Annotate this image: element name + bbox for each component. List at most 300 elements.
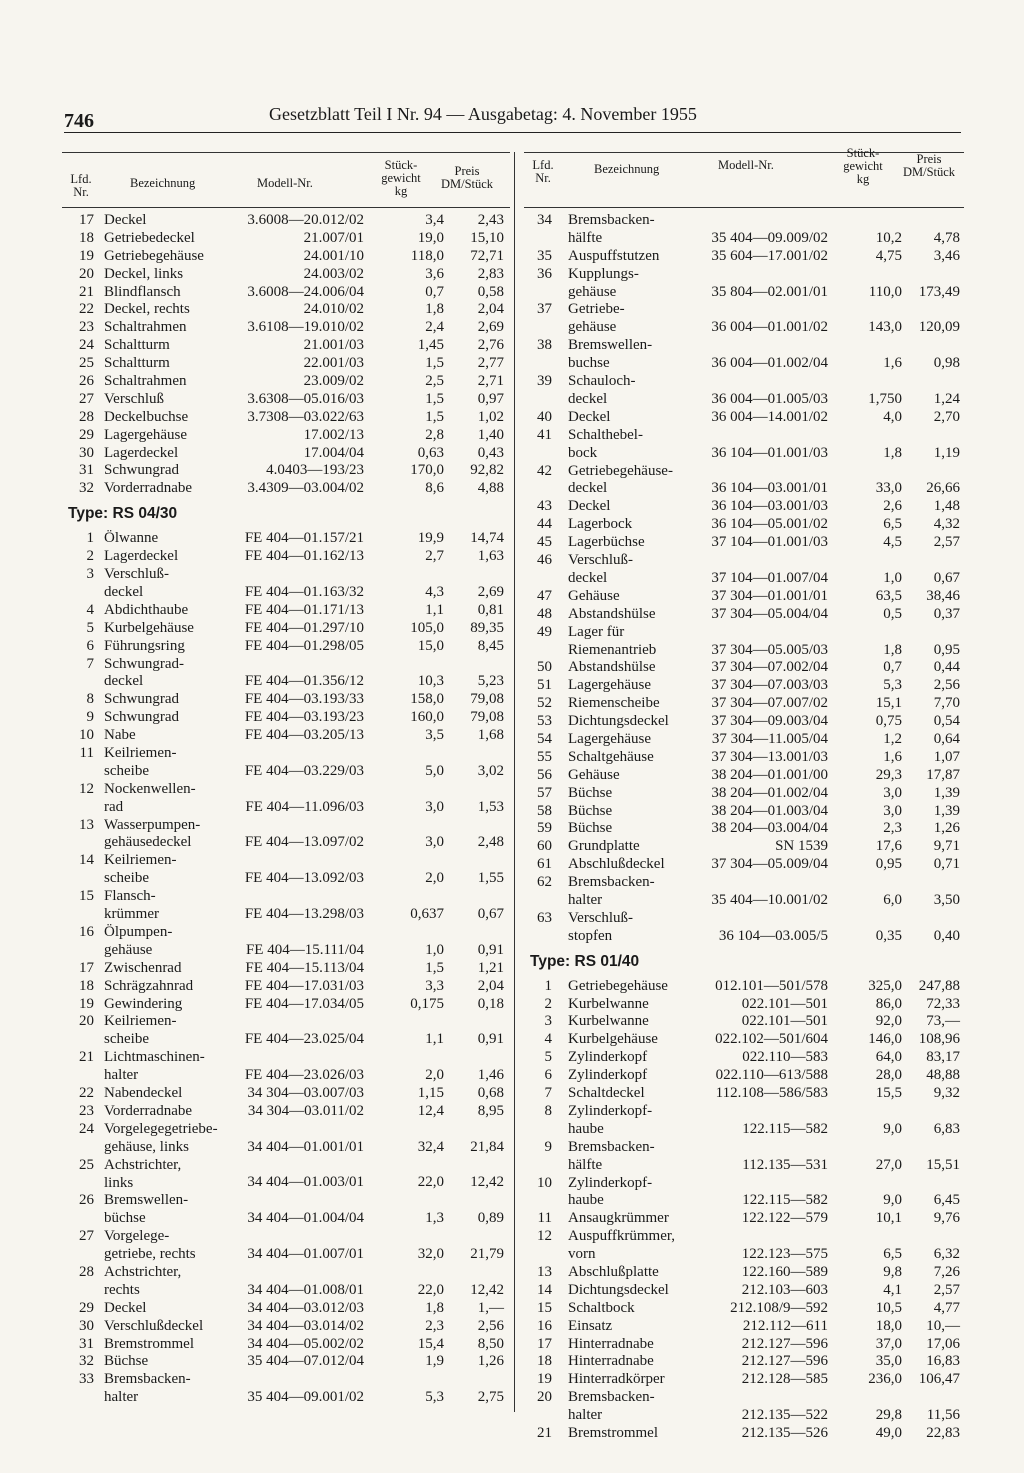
unit-price: 21,84 <box>470 1138 504 1155</box>
unit-weight: 146,0 <box>868 1031 902 1048</box>
item-designation: Dichtungsdeckel <box>568 1281 669 1298</box>
unit-price: 9,71 <box>933 838 960 855</box>
item-designation: Getriebedeckel <box>104 229 195 246</box>
item-number: 34 <box>537 212 552 228</box>
table-row <box>524 1013 964 1031</box>
item-number: 2 <box>86 548 94 565</box>
unit-price: 0,91 <box>477 941 504 958</box>
item-number: 40 <box>537 408 552 425</box>
col-header-nr: Lfd. Nr. <box>70 172 92 199</box>
table-row <box>62 1353 510 1371</box>
item-designation: Nockenwellen- rad <box>104 780 196 815</box>
item-number: 17 <box>79 959 94 976</box>
item-number: 54 <box>537 730 552 747</box>
unit-price: 2,43 <box>477 211 504 228</box>
item-number: 6 <box>86 637 94 654</box>
model-number: 22.001/03 <box>303 355 364 372</box>
unit-weight: 12,4 <box>417 1102 444 1119</box>
unit-weight: 1,8 <box>883 641 902 658</box>
unit-weight: 28,0 <box>875 1067 902 1084</box>
item-number: 20 <box>79 265 94 282</box>
item-number: 33 <box>79 1371 94 1388</box>
unit-price: 1,48 <box>933 498 960 515</box>
table-row <box>524 624 964 660</box>
unit-price: 3,50 <box>933 891 960 908</box>
table-row <box>62 1228 510 1264</box>
unit-price: 0,18 <box>477 995 504 1012</box>
model-number: FE 404—15.113/04 <box>245 959 364 976</box>
table-row <box>524 1371 964 1389</box>
table-row <box>524 1300 964 1318</box>
unit-price: 1,26 <box>933 820 960 837</box>
table-row <box>524 713 964 731</box>
item-designation: Schalthebel- bock <box>568 426 643 461</box>
table-row <box>62 1371 510 1407</box>
model-number: 34 404—03.014/02 <box>247 1317 364 1334</box>
item-designation: Büchse <box>568 784 613 801</box>
item-number: 42 <box>537 462 552 479</box>
item-designation: Schauloch- deckel <box>568 373 636 407</box>
unit-price: 108,96 <box>918 1031 960 1048</box>
item-number: 12 <box>79 780 94 797</box>
unit-price: 79,08 <box>470 691 504 708</box>
model-number: FE 404—03.193/33 <box>244 691 364 708</box>
unit-price: 16,83 <box>926 1353 960 1370</box>
unit-price: 2,71 <box>477 373 504 389</box>
item-number: 63 <box>537 909 552 926</box>
unit-weight: 1,5 <box>425 390 444 407</box>
item-number: 29 <box>79 426 94 443</box>
model-number: SN 1539 <box>775 838 828 855</box>
item-number: 1 <box>544 977 552 994</box>
table-row <box>524 606 964 624</box>
unit-weight: 15,4 <box>417 1335 444 1352</box>
unit-price: 2,57 <box>933 534 960 551</box>
table-row <box>62 1085 510 1103</box>
model-number: 3.4309—03.004/02 <box>247 480 364 497</box>
unit-price: 1,24 <box>933 390 960 407</box>
unit-price: 0,64 <box>933 730 960 747</box>
item-designation: Lager für Riemenantrieb <box>568 623 657 658</box>
table-row <box>62 978 510 996</box>
table-row <box>62 727 510 745</box>
model-number: 212.135—526 <box>741 1425 828 1442</box>
item-number: 18 <box>79 977 94 994</box>
item-designation: Lagergehäuse <box>568 677 652 694</box>
model-number: FE 404—03.193/23 <box>244 709 364 726</box>
item-number: 53 <box>537 713 552 730</box>
table-row <box>524 1425 964 1443</box>
model-number: FE 404—01.157/21 <box>244 530 364 547</box>
unit-weight: 0,7 <box>425 283 444 300</box>
item-designation: Lagerbüchse <box>568 534 645 551</box>
model-number: 022.101—501 <box>741 1013 828 1030</box>
model-number: 36 004—14.001/02 <box>711 408 828 425</box>
unit-weight: 15,0 <box>417 637 444 654</box>
model-number: 37 304—05.005/03 <box>711 641 828 658</box>
unit-price: 2,69 <box>477 583 504 600</box>
table-row <box>62 1300 510 1318</box>
table-row <box>62 391 510 409</box>
item-designation: Deckel, links <box>104 265 184 282</box>
model-number: 112.135—531 <box>742 1156 828 1173</box>
model-number: 17.002/13 <box>303 426 364 443</box>
item-number: 3 <box>544 1013 552 1030</box>
model-number: 36 104—03.001/01 <box>711 480 828 497</box>
unit-price: 1,— <box>477 1299 504 1316</box>
model-number: 37 304—01.001/01 <box>711 587 828 604</box>
item-designation: Achstrichter, rechts <box>104 1263 182 1298</box>
item-number: 21 <box>79 1049 94 1066</box>
item-designation: Kupplungs- gehäuse <box>568 265 639 300</box>
unit-price: 5,23 <box>477 673 504 690</box>
model-number: 34 404—01.004/04 <box>247 1210 364 1227</box>
model-number: FE 404—17.034/05 <box>244 995 364 1012</box>
table-row <box>524 1282 964 1300</box>
unit-weight: 3,3 <box>425 977 444 994</box>
item-designation: Verschluß- deckel <box>568 552 633 586</box>
table-header-left <box>62 152 510 208</box>
table-body-left <box>62 212 510 1407</box>
unit-weight: 2,3 <box>883 820 902 837</box>
table-row <box>524 659 964 677</box>
unit-weight: 1,9 <box>425 1353 444 1370</box>
unit-weight: 110,0 <box>868 283 902 300</box>
unit-price: 7,70 <box>933 695 960 712</box>
unit-price: 2,57 <box>933 1281 960 1298</box>
table-row <box>524 552 964 588</box>
item-number: 7 <box>86 655 94 672</box>
unit-weight: 32,4 <box>417 1138 444 1155</box>
unit-weight: 118,0 <box>410 247 444 264</box>
unit-weight: 10,2 <box>875 229 902 246</box>
model-number: 37 304—09.003/04 <box>711 713 828 730</box>
item-number: 10 <box>79 727 94 744</box>
model-number: 012.101—501/578 <box>715 977 828 994</box>
item-designation: Büchse <box>568 820 613 837</box>
unit-price: 2,04 <box>477 301 504 318</box>
model-number: 022.110—583 <box>742 1049 828 1066</box>
table-row <box>524 978 964 996</box>
table-row <box>62 1013 510 1049</box>
item-designation: Hinterradnabe <box>568 1335 654 1352</box>
table-row <box>62 462 510 480</box>
table-row <box>62 1264 510 1300</box>
unit-price: 106,47 <box>918 1371 960 1388</box>
item-number: 28 <box>79 408 94 425</box>
item-number: 23 <box>79 1102 94 1119</box>
model-number: 36 104—05.001/02 <box>711 516 828 533</box>
unit-price: 9,32 <box>933 1085 960 1102</box>
unit-price: 0,43 <box>477 444 504 461</box>
item-number: 25 <box>79 355 94 372</box>
unit-price: 2,04 <box>477 977 504 994</box>
unit-price: 2,76 <box>477 337 504 354</box>
model-number: 212.127—596 <box>741 1335 828 1352</box>
unit-weight: 22,0 <box>417 1281 444 1298</box>
item-number: 57 <box>537 784 552 801</box>
item-designation: Nabe <box>104 727 136 744</box>
unit-weight: 2,0 <box>425 870 444 887</box>
model-number: 34 404—01.003/01 <box>247 1174 364 1191</box>
table-row <box>62 888 510 924</box>
model-number: FE 404—01.298/05 <box>244 637 364 654</box>
unit-price: 0,68 <box>477 1085 504 1101</box>
model-number: 38 204—01.003/04 <box>711 802 828 819</box>
model-number: FE 404—01.163/32 <box>244 583 364 600</box>
unit-weight: 4,5 <box>883 534 902 551</box>
unit-price: 72,33 <box>926 995 960 1012</box>
model-number: 122.160—589 <box>741 1263 828 1280</box>
model-number: 022.101—501 <box>741 995 828 1012</box>
table-row <box>524 1031 964 1049</box>
unit-price: 8,45 <box>477 637 504 654</box>
model-number: 35 604—17.001/02 <box>711 247 828 264</box>
item-number: 35 <box>537 247 552 264</box>
table-row <box>62 530 510 548</box>
model-number: 37 304—07.007/02 <box>711 695 828 712</box>
item-number: 22 <box>79 301 94 318</box>
unit-weight: 1,750 <box>868 390 902 407</box>
model-number: 36 004—01.005/03 <box>711 390 828 407</box>
item-number: 31 <box>79 462 94 479</box>
unit-price: 0,91 <box>477 1031 504 1048</box>
model-number: 212.135—522 <box>741 1407 828 1424</box>
model-number: 212.103—603 <box>741 1281 828 1298</box>
model-number: FE 404—17.031/03 <box>244 977 364 994</box>
item-designation: Deckel <box>104 1299 147 1316</box>
unit-weight: 0,95 <box>875 856 902 873</box>
table-row <box>524 1139 964 1175</box>
item-number: 19 <box>79 995 94 1012</box>
unit-price: 2,69 <box>477 319 504 336</box>
unit-price: 17,87 <box>926 766 960 783</box>
item-designation: Einsatz <box>568 1317 613 1334</box>
model-number: 212.128—585 <box>741 1371 828 1388</box>
model-number: 38 204—01.001/00 <box>711 766 828 783</box>
unit-price: 10,— <box>926 1317 960 1334</box>
unit-weight: 9,8 <box>883 1263 902 1280</box>
unit-weight: 5,3 <box>883 677 902 694</box>
unit-price: 0,71 <box>933 856 960 873</box>
item-designation: Riemenscheibe <box>568 695 660 712</box>
unit-price: 2,83 <box>477 265 504 282</box>
item-designation: Auspuffkrümmer, vorn <box>568 1228 676 1263</box>
item-designation: Lichtmaschinen- halter <box>104 1049 205 1084</box>
item-number: 24 <box>79 1120 94 1137</box>
item-designation: Abschlußdeckel <box>568 856 665 873</box>
unit-weight: 64,0 <box>875 1049 902 1066</box>
table-row <box>524 409 964 427</box>
model-number: FE 404—23.026/03 <box>244 1067 364 1084</box>
model-number: FE 404—13.092/03 <box>244 870 364 887</box>
item-number: 60 <box>537 838 552 855</box>
model-number: 37 104—01.001/03 <box>711 534 828 551</box>
item-designation: Lagergehäuse <box>104 426 188 443</box>
unit-weight: 3,0 <box>425 798 444 815</box>
table-row <box>524 301 964 337</box>
unit-weight: 1,8 <box>425 1299 444 1316</box>
item-designation: Auspuffstutzen <box>568 247 660 264</box>
table-row <box>524 731 964 749</box>
unit-weight: 86,0 <box>875 995 902 1012</box>
model-number: FE 404—23.025/04 <box>244 1031 364 1048</box>
model-number: 34 404—05.002/02 <box>247 1335 364 1352</box>
column-divider <box>514 152 515 1412</box>
item-number: 19 <box>79 247 94 264</box>
unit-weight: 1,45 <box>417 337 444 354</box>
item-designation: Hinterradkörper <box>568 1371 665 1388</box>
unit-weight: 3,0 <box>883 784 902 801</box>
table-row <box>524 1353 964 1371</box>
model-number: 24.010/02 <box>303 301 364 318</box>
item-designation: Schwungrad <box>104 462 179 479</box>
unit-weight: 6,5 <box>883 1246 902 1263</box>
item-designation: Gehäuse <box>568 587 620 604</box>
table-row <box>524 677 964 695</box>
unit-weight: 325,0 <box>868 977 902 994</box>
table-row <box>524 910 964 946</box>
unit-price: 1,40 <box>477 426 504 443</box>
item-designation: Blindflansch <box>104 283 181 300</box>
model-number: 3.7308—03.022/63 <box>247 408 364 425</box>
table-row <box>524 266 964 302</box>
unit-price: 0,97 <box>477 390 504 407</box>
unit-price: 2,77 <box>477 355 504 372</box>
unit-weight: 1,6 <box>883 748 902 765</box>
unit-price: 0,95 <box>933 641 960 658</box>
model-number: 21.007/01 <box>303 229 364 246</box>
item-designation: Wasserpumpen- gehäusedeckel <box>104 816 201 851</box>
item-designation: Bremsbacken- halter <box>568 1389 655 1424</box>
type-heading: Type: RS 04/30 <box>68 505 178 523</box>
table-row <box>524 1210 964 1228</box>
model-number: 23.009/02 <box>303 373 364 389</box>
item-designation: Bremsbacken- halter <box>568 874 655 908</box>
unit-weight: 2,5 <box>425 373 444 389</box>
unit-price: 4,78 <box>933 229 960 246</box>
unit-weight: 10,5 <box>875 1299 902 1316</box>
item-designation: Bremstrommel <box>568 1425 658 1442</box>
item-number: 26 <box>79 373 94 390</box>
item-number: 9 <box>544 1138 552 1155</box>
model-number: 36 104—01.001/03 <box>711 444 828 461</box>
table-header-right <box>524 146 964 208</box>
unit-weight: 5,3 <box>425 1389 444 1406</box>
right-column <box>524 146 964 1443</box>
unit-weight: 3,4 <box>425 211 444 228</box>
unit-price: 0,37 <box>933 605 960 622</box>
item-number: 5 <box>544 1049 552 1066</box>
unit-weight: 158,0 <box>410 691 444 708</box>
table-row <box>62 230 510 248</box>
item-number: 14 <box>537 1281 552 1298</box>
unit-weight: 10,1 <box>875 1210 902 1227</box>
table-row <box>524 767 964 785</box>
item-designation: Getriebegehäuse <box>568 977 668 994</box>
unit-price: 8,95 <box>477 1102 504 1119</box>
item-number: 52 <box>537 695 552 712</box>
unit-weight: 6,5 <box>883 516 902 533</box>
item-designation: Schwungrad <box>104 709 179 726</box>
item-number: 46 <box>537 552 552 569</box>
unit-price: 247,88 <box>918 977 960 994</box>
unit-weight: 15,1 <box>875 695 902 712</box>
unit-price: 2,75 <box>477 1389 504 1406</box>
unit-price: 0,58 <box>477 283 504 300</box>
item-number: 8 <box>544 1102 552 1119</box>
table-row <box>62 781 510 817</box>
item-designation: Lagerdeckel <box>104 548 179 565</box>
unit-weight: 9,0 <box>883 1192 902 1209</box>
model-number: 34 304—03.011/02 <box>247 1102 364 1119</box>
unit-price: 89,35 <box>470 619 504 636</box>
unit-price: 92,82 <box>470 462 504 479</box>
model-number: 212.112—611 <box>742 1317 828 1334</box>
model-number: 122.122—579 <box>741 1210 828 1227</box>
unit-price: 0,81 <box>477 601 504 618</box>
unit-price: 83,17 <box>926 1049 960 1066</box>
item-number: 44 <box>537 516 552 533</box>
unit-weight: 4,0 <box>883 408 902 425</box>
item-designation: Kurbelwanne <box>568 1013 649 1030</box>
table-row <box>62 548 510 566</box>
item-designation: Lagerdeckel <box>104 444 179 461</box>
item-number: 39 <box>537 373 552 390</box>
unit-price: 2,56 <box>933 677 960 694</box>
item-designation: Schaltbock <box>568 1299 635 1316</box>
item-number: 10 <box>537 1174 552 1191</box>
unit-price: 2,56 <box>477 1317 504 1334</box>
table-row <box>62 1192 510 1228</box>
page-title: Gesetzblatt Teil I Nr. 94 — Ausgabetag: 4. November 1955 <box>269 104 697 124</box>
unit-price: 0,67 <box>477 906 504 923</box>
item-designation: Ölwanne <box>104 530 159 547</box>
table-row <box>62 266 510 284</box>
item-designation: Vorgelege- getriebe, rechts <box>104 1228 196 1263</box>
item-number: 11 <box>537 1210 552 1227</box>
item-number: 18 <box>79 229 94 246</box>
model-number: 24.003/02 <box>303 265 364 282</box>
unit-weight: 4,75 <box>875 247 902 264</box>
item-number: 25 <box>79 1156 94 1173</box>
unit-price: 3,02 <box>477 762 504 779</box>
unit-price: 0,67 <box>933 569 960 586</box>
item-number: 32 <box>79 480 94 497</box>
item-designation: Büchse <box>104 1353 149 1370</box>
table-row <box>524 373 964 409</box>
table-row <box>524 749 964 767</box>
item-designation: Zylinderkopf <box>568 1049 648 1066</box>
model-number: 37 304—13.001/03 <box>711 748 828 765</box>
item-number: 43 <box>537 498 552 515</box>
table-row <box>62 566 510 602</box>
item-designation: Ansaugkrümmer <box>568 1210 669 1227</box>
item-number: 12 <box>537 1228 552 1245</box>
item-designation: Schaltturm <box>104 355 170 372</box>
item-number: 50 <box>537 659 552 676</box>
table-row <box>524 1175 964 1211</box>
unit-price: 1,39 <box>933 784 960 801</box>
unit-price: 2,70 <box>933 408 960 425</box>
unit-weight: 1,0 <box>425 941 444 958</box>
table-row <box>524 695 964 713</box>
table-row <box>62 709 510 727</box>
unit-price: 6,83 <box>933 1120 960 1137</box>
item-designation: Zwischenrad <box>104 959 182 976</box>
unit-weight: 33,0 <box>875 480 902 497</box>
unit-price: 4,88 <box>477 480 504 497</box>
